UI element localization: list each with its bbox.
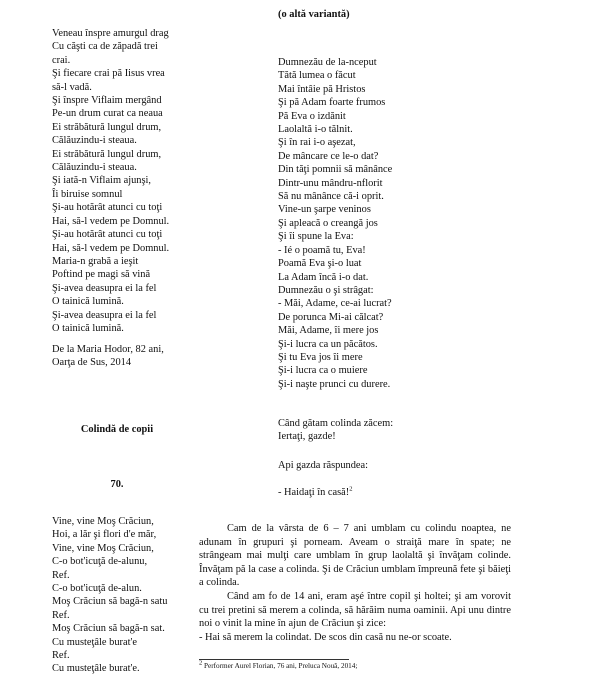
prose-paragraph-1: Cam de la vârsta de 6 – 7 ani umblam cu colindu noaptea, ne adunam în grupuri şi porneam. Aveam o straiţă mare în spate; ne strângeam mai mulţi care umblam în grup laolaltă şi învăţam colinde. Învăţam pă la case a colinda. Şi de Crăciun umblam împreună fete şi băieţi a colinda. (199, 523, 511, 589)
verse-line: O tainică lumină. (52, 322, 124, 334)
source-line-1: De la Maria Hodor, 82 ani, (52, 344, 164, 355)
footnote-marker: 2 (199, 659, 203, 667)
verse-line: să-l vadă. (52, 81, 92, 93)
verse-line: - Măi, Adame, ce-ai lucrat? (278, 298, 392, 310)
verse-line: Şi-au hotărât atunci cu toţi (52, 202, 163, 214)
verse-line: Din tăţi pomnii să mânânce (278, 164, 393, 176)
verse-line: Şi-i naşte prunci cu durere. (278, 378, 391, 390)
verse-line: Hoi, a lăr şi flori d'e măr, (52, 529, 157, 541)
verse-line: Dintr-unu mândru-nflorit (278, 177, 383, 189)
verse-line: Şi îi spune la Eva: (278, 231, 354, 243)
verse-line: La Adam încă i-o dat. (278, 271, 369, 283)
footnote-rule (199, 659, 349, 660)
footnote-ref: 2 (349, 485, 353, 493)
verse-line: Şi apleacă o creangă jos (278, 217, 378, 229)
prose-paragraph-2: Când am fo de 14 ani, eram aşé între copil şi holtei; şi am vorovit cu trei pretini să merem a colinda, să hărăim numa oaminii. Api unu dintre noi o vinit la mine în ajun de Crăciun şi zice: (199, 590, 511, 630)
verse-line: Ref. (52, 650, 70, 662)
verse-line: Şi-avea deasupra ei la fel (52, 309, 157, 321)
verse-line: Moş Crăciun să bagă-n sat. (52, 623, 165, 635)
verse-line: Măi, Adame, îi mere jos (278, 325, 379, 337)
prose-paragraph-3: - Hai să merem la colindat. De scos din casă nu ne-or scoate. (199, 631, 452, 643)
section-title: Colindă de copii (80, 424, 154, 435)
host-reply: Api gazda răspundea: (278, 460, 369, 471)
verse-line: Poftind pe magi să vină (52, 269, 151, 281)
verse-line: crai. (52, 54, 71, 66)
verse-line: Să nu mânânce că-i oprit. (278, 191, 384, 203)
left-verse-block (52, 27, 169, 335)
host-quote-text: - Haidaţi în casă! (278, 487, 350, 498)
verse-line: Tătă lumea o făcut (278, 70, 356, 82)
item-number: 70. (110, 479, 124, 490)
verse-line: Vine-un şarpe veninos (278, 204, 371, 216)
verse-line: Şi în rai i-o aşezat, (278, 137, 356, 149)
verse-line: Ei străbătură lungul drum, (52, 148, 162, 160)
verse-line: Dumnezău de la-nceput (278, 57, 377, 68)
verse-line: Şi fiecare crai pă Iisus vrea (52, 68, 165, 80)
verse-line: Şi iată-n Viflaim ajunşi, (52, 175, 152, 187)
verse-line: Veneau înspre amurgul drag (52, 28, 169, 39)
verse-line: - Ié o poamă tu, Eva! (278, 244, 366, 256)
left-verse2-block (52, 515, 167, 676)
verse-line: Şi-i lucra ca o muiere (278, 365, 368, 377)
left-source (52, 343, 164, 370)
right-verse-block (278, 56, 392, 391)
footnote (199, 659, 358, 671)
verse-line: Laolaltă i-o tălnit. (278, 124, 353, 136)
verse-line: Călăuzindu-i steaua. (52, 162, 137, 174)
verse-line: Ei străbătură lungul drum, (52, 121, 162, 133)
verse-line: Pă Eva o izdănit (278, 110, 346, 122)
closing-line-2: Iertaţi, gazde! (278, 431, 336, 443)
verse-line: Hai, să-l vedem pe Domnul. (52, 242, 170, 254)
host-quote (278, 486, 353, 499)
verse-line: Maria-n grabă a ieşit (52, 255, 139, 267)
verse-line: Ref. (52, 609, 70, 621)
verse-line: Cu musteţâle burat'e. (52, 663, 140, 675)
verse-line: Cu musteţâle burat'e (52, 636, 137, 648)
verse-line: Mai întâie pă Hristos (278, 83, 366, 95)
verse-line: Vine, vine Moş Crăciun, (52, 542, 154, 554)
verse-line: Cu căşti ca de zăpadă trei (52, 41, 158, 53)
verse-line: Dumnezău o şi strâgat: (278, 284, 374, 296)
closing-line-1: Când gătam colinda zăcem: (278, 418, 394, 429)
source-line-2: Oarţa de Sus, 2014 (52, 357, 132, 369)
verse-line: Şi înspre Viflaim mergând (52, 95, 162, 107)
verse-line: Hai, să-l vedem pe Domnul. (52, 215, 170, 227)
verse-line: Şi-avea deasupra ei la fel (52, 282, 157, 294)
verse-line: De mâncare ce le-o dat? (278, 150, 379, 162)
verse-line: O tainică lumină. (52, 296, 124, 308)
variant-title: (o altă variantă) (278, 9, 350, 20)
verse-line: Îi biruise somnul (52, 188, 123, 200)
verse-line: Şi-au hotărât atunci cu toţi (52, 229, 163, 241)
verse-line: C-o bot'icuţă de-alun. (52, 583, 142, 595)
verse-line: Moş Crăciun să bagă-n satu (52, 596, 168, 608)
verse-line: Poamă Eva şi-o luat (278, 258, 362, 270)
right-closing (278, 417, 393, 444)
verse-line: Ref. (52, 569, 70, 581)
verse-line: Vine, vine Moş Crăciun, (52, 516, 154, 527)
verse-line: Şi pă Adam foarte frumos (278, 97, 386, 109)
verse-line: Şi-i lucra ca un păcătos. (278, 338, 378, 350)
prose-block (199, 522, 511, 644)
verse-line: Şi tu Eva jos îi mere (278, 351, 363, 363)
verse-line: Pe-un drum curat ca neaua (52, 108, 163, 120)
verse-line: C-o bot'icuţă de-alunu, (52, 556, 148, 568)
footnote-text: Performer Aurel Florian, 76 ani, Preluca Nouă, 2014; (204, 662, 358, 670)
verse-line: De porunca Mi-ai călcat? (278, 311, 384, 323)
verse-line: Călăuzindu-i steaua. (52, 135, 137, 147)
